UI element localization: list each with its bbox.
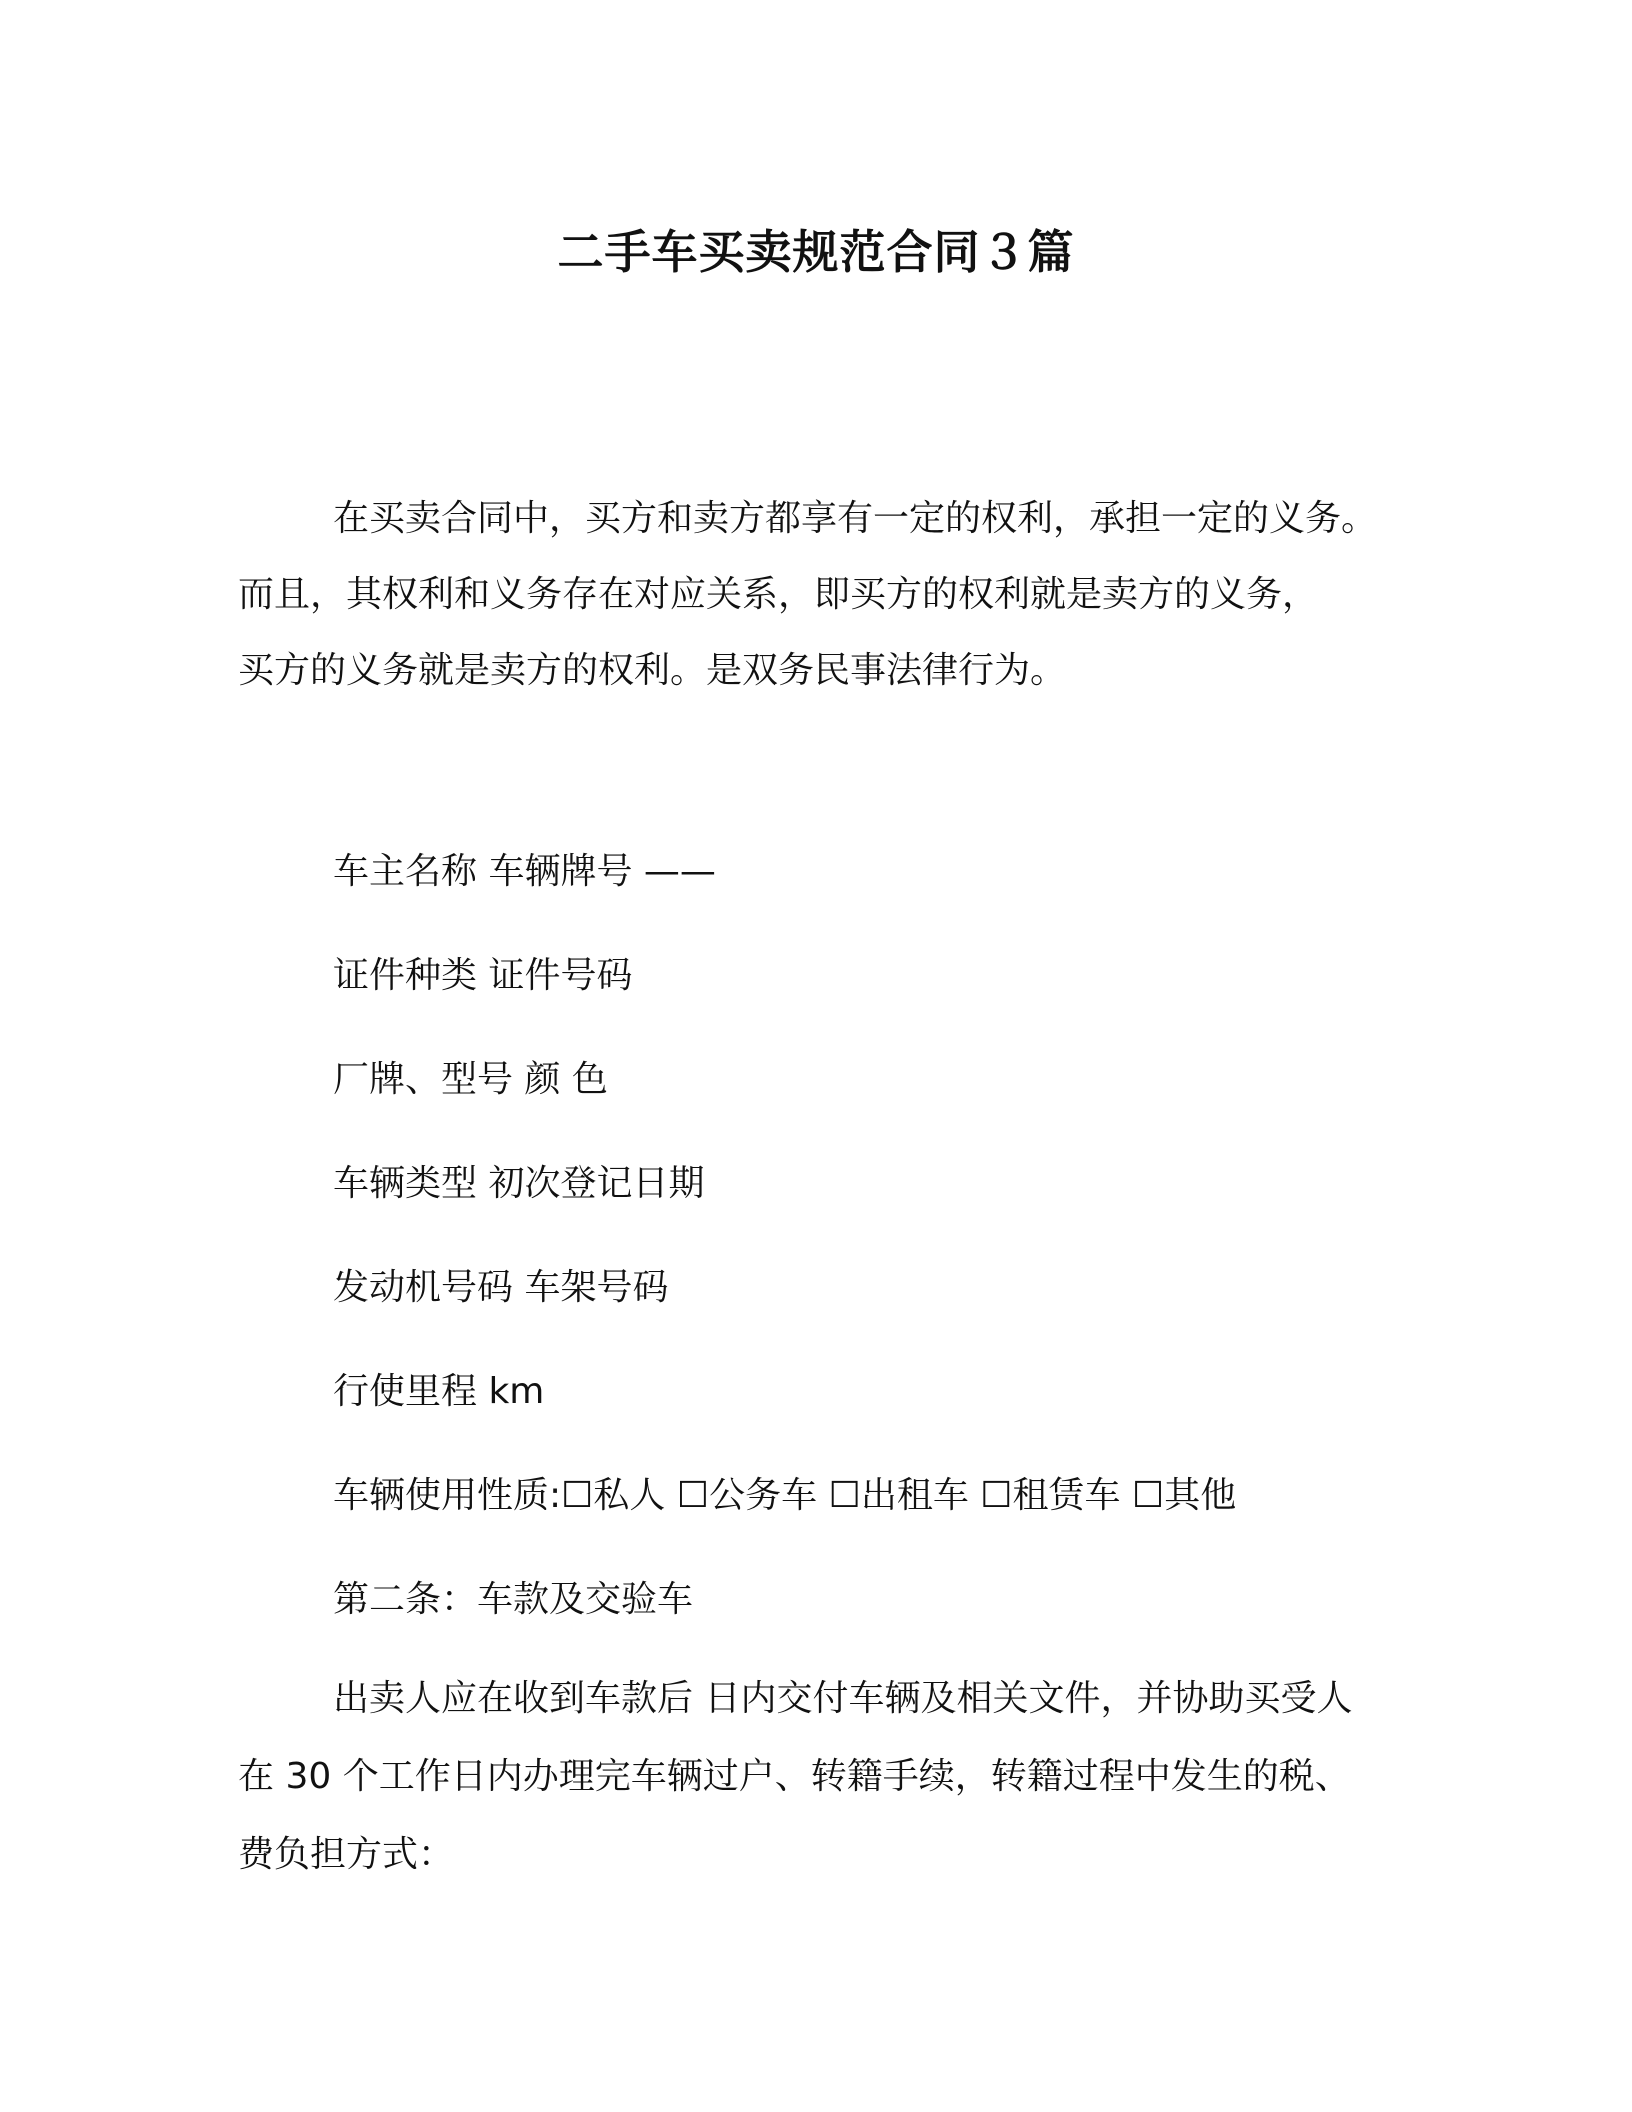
intro-line: 在买卖合同中，买方和卖方都享有一定的权利，承担一定的义务。	[333, 498, 1378, 539]
field-engine-frame-number: 发动机号码 车架号码	[333, 1267, 669, 1308]
field-usage-nature: 车辆使用性质:☐私人 ☐公务车 ☐出租车 ☐租赁车 ☐其他	[333, 1475, 1237, 1516]
vehicle-field-list	[238, 820, 1418, 1652]
section-heading-article-2: 第二条：车款及交验车	[333, 1579, 694, 1620]
field-brand-model-color: 厂牌、型号 颜 色	[333, 1059, 608, 1100]
intro-line: 买方的义务就是卖方的权利。是双务民事法律行为。	[238, 650, 1067, 691]
intro-paragraph	[238, 481, 1418, 709]
delivery-line: 费负担方式：	[238, 1834, 455, 1875]
delivery-paragraph	[238, 1660, 1418, 1894]
delivery-line: 在 30 个工作日内办理完车辆过户、转籍手续，转籍过程中发生的税、	[238, 1756, 1351, 1797]
field-mileage: 行使里程 km	[333, 1371, 545, 1412]
field-owner-plate: 车主名称 车辆牌号 ——	[333, 851, 716, 892]
document-title: 二手车买卖规范合同３篇	[557, 225, 1075, 279]
field-id-type-number: 证件种类 证件号码	[333, 955, 633, 996]
delivery-line: 出卖人应在收到车款后 日内交付车辆及相关文件，并协助买受人	[333, 1678, 1353, 1719]
intro-line: 而且，其权利和义务存在对应关系，即买方的权利就是卖方的义务，	[238, 574, 1319, 615]
field-vehicle-type-registration-date: 车辆类型 初次登记日期	[333, 1163, 705, 1204]
